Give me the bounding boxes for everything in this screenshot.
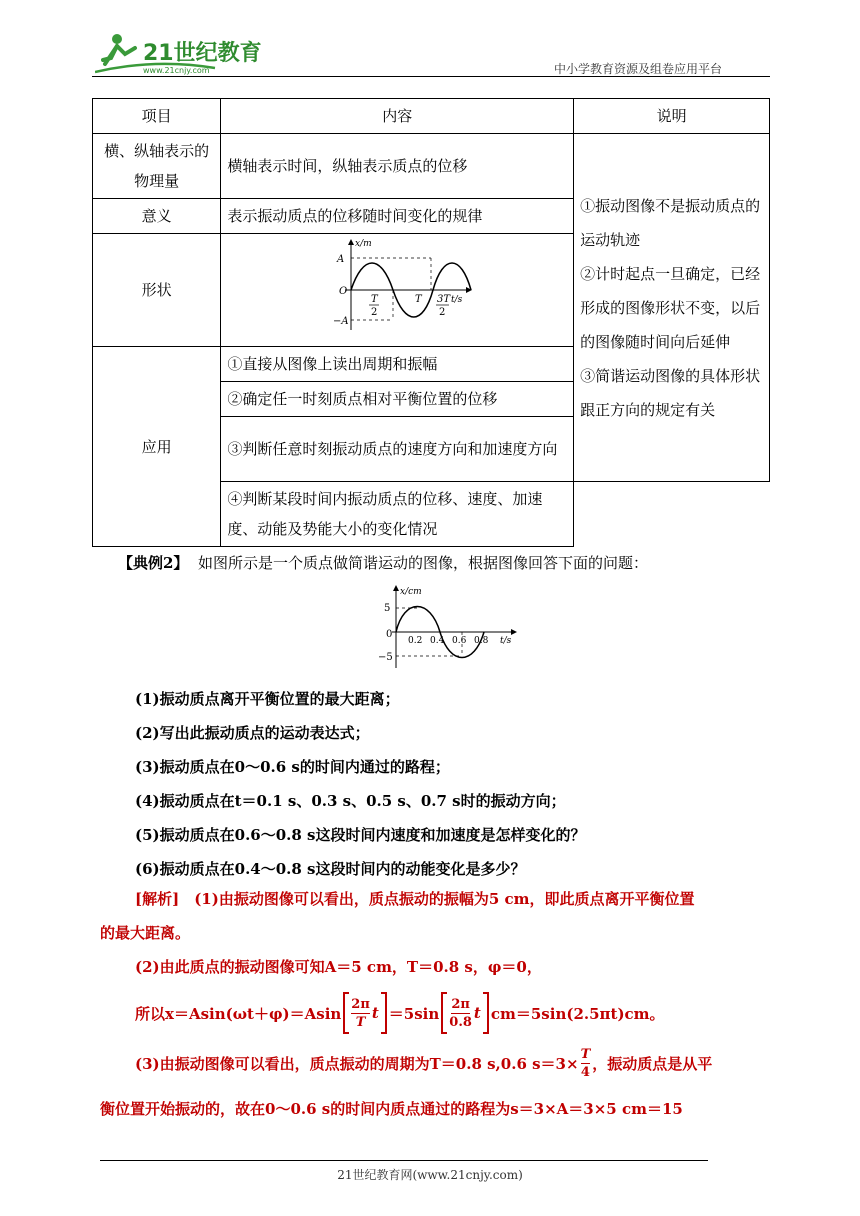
app-item: ②确定任一时刻质点相对平衡位置的位移 <box>221 382 574 417</box>
svg-text:0.2: 0.2 <box>408 636 423 646</box>
app-item: ①直接从图像上读出周期和振幅 <box>221 347 574 382</box>
solution-formula: 所以x＝Asin(ωt＋φ)＝Asin 2π T t ＝5sin 2π 0.8 t cm＝5sin(2.5πt)cm。 <box>135 992 665 1034</box>
header-content: 内容 <box>221 99 574 134</box>
svg-text:0.4: 0.4 <box>430 636 445 646</box>
svg-text:x/cm: x/cm <box>400 587 422 597</box>
svg-text:T: T <box>371 294 378 305</box>
solution-line: 的最大距离。 <box>100 924 191 942</box>
svg-text:0.8: 0.8 <box>474 636 489 646</box>
svg-text:t/s: t/s <box>451 295 463 305</box>
svg-text:3T: 3T <box>437 294 451 305</box>
example-heading <box>118 552 648 573</box>
note-item: ①振动图像不是振动质点的运动轨迹 <box>580 196 761 249</box>
solution-line: (2)由此质点的振动图像可知A＝5 cm，T＝0.8 s，φ＝0， <box>135 958 542 976</box>
example-graph <box>366 582 526 672</box>
svg-text:0: 0 <box>386 629 393 640</box>
site-name: 中小学教育资源及组卷应用平台 <box>554 62 723 76</box>
question-5: (5)振动质点在0.6～0.8 s这段时间内速度和加速度是怎样变化的？ <box>135 826 586 844</box>
question-1: (1)振动质点离开平衡位置的最大距离； <box>135 690 400 708</box>
cell-item: 意义 <box>93 199 221 234</box>
shape-graph-cell <box>221 234 574 347</box>
svg-text:www.21cnjy.com: www.21cnjy.com <box>143 66 210 75</box>
svg-text:−A: −A <box>333 316 349 327</box>
solution-line: [解析] (1)由振动图像可以看出，质点振动的振幅为5 cm，即此质点离开平衡位置 <box>135 890 695 908</box>
svg-text:t/s: t/s <box>500 636 512 646</box>
svg-text:A: A <box>337 254 345 265</box>
svg-text:x/m: x/m <box>355 239 372 249</box>
question-6: (6)振动质点在0.4～0.8 s这段时间内的动能变化是多少？ <box>135 860 526 878</box>
site-logo <box>95 28 265 78</box>
header-note: 说明 <box>574 99 770 134</box>
solution-line-3: (3)由振动图像可以看出，质点振动的周期为T＝0.8 s,0.6 s＝3× $\frac{T}{4}$ ，振动质点是从平 <box>135 1047 713 1080</box>
example-text: 如图所示是一个质点做简谐运动的图像，根据图像回答下面的问题： <box>197 554 648 572</box>
svg-text:2: 2 <box>371 307 378 318</box>
note-item: ③简谐运动图像的具体形状跟正方向的规定有关 <box>580 366 761 419</box>
footer-divider <box>100 1160 708 1161</box>
summary-table <box>92 98 770 547</box>
header-divider <box>92 76 770 77</box>
cell-content: 表示振动质点的位移随时间变化的规律 <box>221 199 574 234</box>
cell-item: 形状 <box>93 234 221 347</box>
question-3: (3)振动质点在0～0.6 s的时间内通过的路程； <box>135 758 450 776</box>
cell-content: 横轴表示时间，纵轴表示质点的位移 <box>221 134 574 199</box>
svg-text:O: O <box>339 286 348 297</box>
question-2: (2)写出此振动质点的运动表达式； <box>135 724 370 742</box>
note-item: ②计时起点一旦确定，已经形成的图像形状不变，以后的图像随时间向后延伸 <box>580 264 761 351</box>
cell-item: 应用 <box>93 347 221 547</box>
cell-item: 横、纵轴表示的物理量 <box>93 134 221 199</box>
solution-line: 衡位置开始振动的，故在0～0.6 s的时间内质点通过的路程为s＝3×A＝3×5 cm＝15 <box>100 1100 683 1118</box>
svg-text:T: T <box>415 294 422 305</box>
footer-text: 21世纪教育网(www.21cnjy.com) <box>337 1168 523 1182</box>
table-row <box>93 134 770 199</box>
question-4: (4)振动质点在t＝0.1 s、0.3 s、0.5 s、0.7 s时的振动方向； <box>135 792 566 810</box>
svg-text:2: 2 <box>439 307 446 318</box>
svg-text:−5: −5 <box>378 652 393 663</box>
notes-cell <box>574 134 770 482</box>
svg-text:0.6: 0.6 <box>452 636 467 646</box>
svg-text:5: 5 <box>384 603 391 614</box>
sine-graph <box>221 234 571 336</box>
app-item: ③判断任意时刻振动质点的速度方向和加速度方向 <box>221 417 574 482</box>
table-header-row <box>93 99 770 134</box>
svg-text:21世纪教育: 21世纪教育 <box>143 41 262 66</box>
example-label: 【典例2】 <box>118 554 189 572</box>
app-item: ④判断某段时间内振动质点的位移、速度、加速度、动能及势能大小的变化情况 <box>221 482 574 547</box>
header-item: 项目 <box>93 99 221 134</box>
